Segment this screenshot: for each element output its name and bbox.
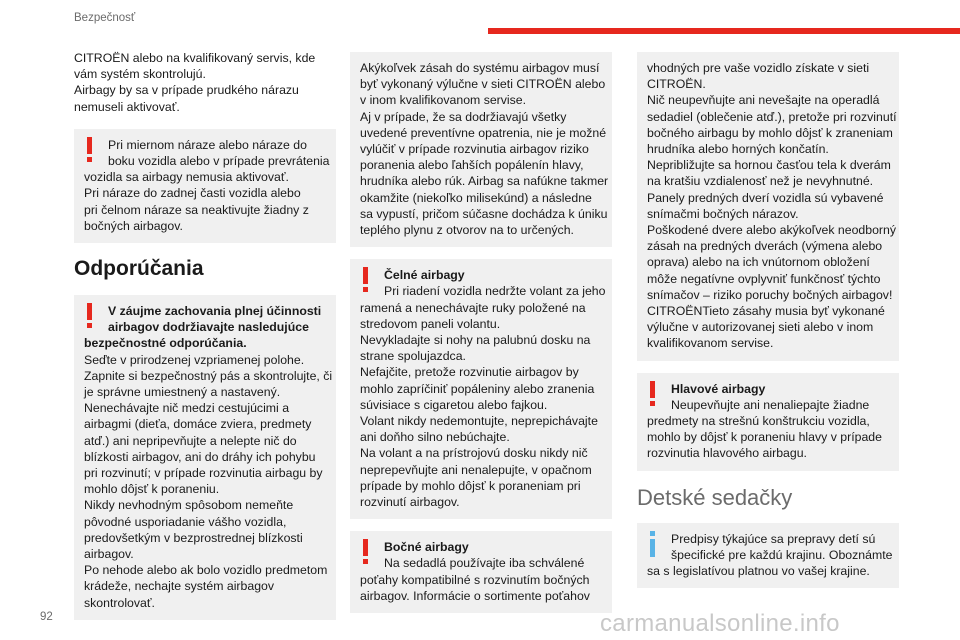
section-title: Bezpečnosť [74, 12, 136, 24]
warning-icon [87, 303, 92, 328]
info-box-side-airbags-continued: vhodných pre vaše vozidlo získate v sieti CITROËN. Nič neupevňujte ani nevešajte na operadlá sedadiel (oblečenie atď.), pretože pri rozvinutí bočného airbagu by mohlo dôjsť k zraneniam hrudníka alebo horných končatín. Nepribližujte sa hornou časťou tela k dverám na kratšiu vzdialenosť než je nevyhnutné. Panely predných dverí vozidla sú vybavené snímačmi bočných nárazov. Poškodené dvere alebo akýkoľvek neodborný zásah na predných dverách (výmena alebo oprava) alebo na ich vnútornom obložení môže negatívne ovplyvniť funkčnosť týchto snímačov – riziko poruchy bočných airbagov! CITROËNTieto zásahy musia byť vykonané výlučne v autorizovanej sieti alebo v inom kvalifikovanom servise. [637, 52, 899, 361]
page-number: 92 [40, 611, 53, 623]
info-box-child-seats: Predpisy týkajúce sa prepravy detí sú špecifické pre každú krajinu. Oboznámte sa s legislatívou platnou vo vašej krajine. [637, 523, 899, 589]
heading-recommendations: Odporúčania [74, 257, 204, 281]
column-1 [74, 50, 336, 620]
warning-icon [363, 539, 368, 564]
info-icon [650, 531, 655, 557]
warning-box-recommendations: V záujme zachovania plnej účinnosti airbagov dodržiavajte nasledujúce bezpečnostné odporúčania. Seďte v prirodzenej vzpriamenej polohe. Zapnite si bezpečnostný pás a skontrolujte, či je správne umiestnený a nastavený. Nenechávajte nič medzi cestujúcimi a airbagmi (dieťa, domáce zviera, predmety atď.) ani nepripevňujte a nelepte nič do blízkosti airbagov, ani do dráhy ich pohybu pri rozvinutí; v prípade rozvinutia airbagu by mohlo dôjsť k poraneniu. Nikdy nevhodným spôsobom nemeňte pôvodné usporiadanie vášho vozidla, predovšetkým v bezprostrednej blízkosti airbagov. Po nehode alebo ak bolo vozidlo predmetom krádeže, nechajte systém airbagov skontrolovať. [74, 295, 336, 620]
header-accent-bar [488, 28, 960, 34]
warning-box-side-airbags: Bočné airbagy Na sedadlá používajte iba schválené poťahy kompatibilné s rozvinutím bočných airbagov. Informácie o sortimente poťahov [350, 531, 612, 613]
warning-box-front-airbags: Čelné airbagy Pri riadení vozidla nedržte volant za jeho ramená a nenechávajte ruky položené na stredovom paneli volantu. Nevykladajte si nohy na palubnú dosku na strane spolujazdca. Nefajčite, pretože rozvinutie airbagov by mohlo zapríčiniť popáleniny alebo zranenia súvisiace s cigaretou alebo fajkou. Volant nikdy nedemontujte, neprepichávajte ani doňho silno nebúchajte. Na volant a na prístrojovú dosku nikdy nič neprepevňujte ani nenalepujte, v opačnom prípade by mohlo dôjsť k poraneniam pri rozvinutí airbagov. [350, 259, 612, 519]
warning-box-airbag-activation: Pri miernom náraze alebo náraze do boku vozidla alebo v prípade prevrátenia vozidla sa airbagy nemusia aktivovať. Pri náraze do zadnej časti vozidla alebo pri čelnom náraze sa neaktivujte žiadny z bočných airbagov. [74, 129, 336, 243]
column-3 [637, 52, 899, 588]
watermark: carmanualsonline.info [600, 610, 840, 637]
intro-paragraph: CITROËN alebo na kvalifikovaný servis, kde vám systém skontrolujú. Airbagy by sa v prípade prudkého nárazu nemuseli aktivovať. [74, 51, 316, 114]
warning-icon [650, 381, 655, 406]
heading-child-seats: Detské sedačky [637, 484, 793, 510]
column-2 [350, 52, 612, 613]
warning-box-head-airbags: Hlavové airbagy Neupevňujte ani nenaliepajte žiadne predmety na strešnú konštrukciu vozidla, mohlo by dôjsť k poraneniu hlavy v prípade rozvinutia hlavového airbagu. [637, 373, 899, 471]
info-box-intervention: Akýkoľvek zásah do systému airbagov musí byť vykonaný výlučne v sieti CITROËN alebo v inom kvalifikovanom servise. Aj v prípade, že sa dodržiavajú všetky uvedené preventívne opatrenia, nie je možné vylúčiť v prípade rozvinutia airbagov riziko poranenia alebo ľahších popálenín hlavy, hrudníka alebo rúk. Airbag sa nafúkne takmer okamžite (niekoľko milisekúnd) a následne sa vypustí, pričom súčasne dochádza k úniku teplého plynu z otvorov na to určených. [350, 52, 612, 247]
warning-icon [87, 137, 92, 162]
warning-icon [363, 267, 368, 292]
